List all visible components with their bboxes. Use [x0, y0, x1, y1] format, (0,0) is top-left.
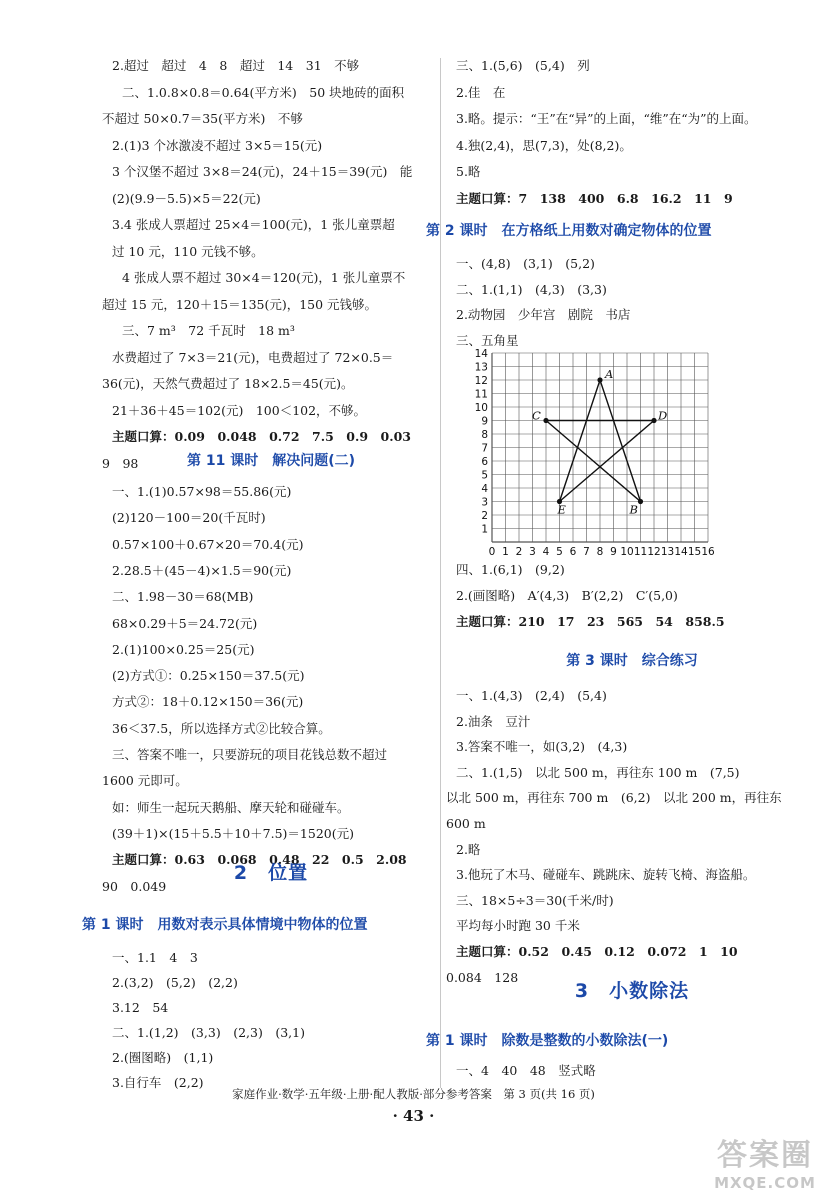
x-tick-label: 12	[647, 546, 661, 558]
x-tick-label: 10	[620, 546, 634, 558]
y-tick-label: 7	[481, 442, 488, 455]
answer-line: 一、1.1 4 3	[112, 950, 198, 965]
answer-line: 9 98	[102, 455, 139, 471]
lesson-heading-2-1: 第 1 课时 用数对表示具体情境中物体的位置	[82, 917, 368, 933]
y-tick-label: 6	[481, 456, 488, 468]
point-d	[651, 418, 656, 423]
answer-line: 主题口算：0.09 0.048 0.72 7.5 0.9 0.03	[112, 429, 411, 444]
answer-line: (2)120－100＝20(千瓦时)	[112, 510, 266, 526]
y-tick-label: 11	[474, 388, 488, 401]
watermark-main: 答案圈	[717, 1138, 813, 1173]
answer-line: 1600 元即可。	[102, 773, 188, 789]
point-label-b: B	[629, 502, 638, 517]
point-label-e: E	[557, 502, 566, 517]
point-label-c: C	[532, 408, 541, 423]
answer-line: 方式②：18＋0.12×150＝36(元)	[112, 694, 304, 710]
y-tick-label: 10	[474, 402, 488, 414]
answer-line: 3.他玩了木马、碰碰车、跳跳床、旋转飞椅、海盗船。	[456, 867, 756, 883]
x-tick-label: 15	[687, 546, 702, 558]
answer-line: 2.(圈图略) (1,1)	[112, 1050, 214, 1065]
footer-info: 家庭作业·数学·五年级·上册·配人教版·部分参考答案 第 3 页(共 16 页)	[232, 1087, 595, 1101]
answer-line: (39＋1)×(15＋5.5＋10＋7.5)＝1520(元)	[112, 825, 354, 841]
lesson-heading-2-2: 第 2 课时 在方格纸上用数对确定物体的位置	[426, 223, 712, 239]
answer-line: 三、答案不唯一，只要游玩的项目花钱总数不超过	[112, 747, 388, 762]
y-tick-label: 9	[481, 415, 488, 428]
answer-line: 3.答案不唯一，如(3,2) (4,3)	[456, 739, 628, 755]
y-tick-label: 13	[474, 361, 488, 374]
watermark-logo	[709, 1130, 821, 1192]
answer-line: 36＜37.5，所以选择方式②比较合算。	[112, 720, 331, 736]
answer-line: 90 0.049	[102, 878, 167, 894]
answer-line: 一、(4,8) (3,1) (5,2)	[456, 256, 595, 271]
chapter-heading-2: 2 位置	[233, 862, 309, 884]
answer-line: 2.(3,2) (5,2) (2,2)	[112, 975, 238, 990]
x-tick-label: 7	[583, 546, 590, 558]
answer-line: 2.(画图略) A′(4,3) B′(2,2) C′(5,0)	[456, 588, 678, 603]
y-tick-label: 1	[481, 523, 488, 536]
answer-line: 二、1.0.8×0.8＝0.64(平方米) 50 块地砖的面积	[122, 84, 405, 100]
y-tick-label: 2	[481, 510, 488, 522]
point-c	[543, 418, 548, 423]
x-tick-label: 5	[556, 546, 563, 558]
answer-line: 主题口算：210 17 23 565 54 858.5	[456, 614, 725, 629]
answer-line: 二、1.(1,5) 以北 500 m，再往东 100 m (7,5)	[456, 764, 740, 780]
answer-line: 3 个汉堡不超过 3×8＝24(元)，24＋15＝39(元) 能	[112, 164, 413, 179]
answer-line: 2.油条 豆汁	[456, 713, 531, 729]
answer-line: 600 m	[446, 816, 486, 831]
answer-line: 四、1.(6,1) (9,2)	[456, 562, 565, 577]
x-tick-label: 1	[502, 546, 509, 558]
x-tick-label: 6	[569, 546, 577, 558]
answer-line: 68×0.29＋5＝24.72(元)	[112, 615, 258, 631]
answer-line: 2.佳 在	[456, 84, 506, 100]
x-tick-label: 16	[701, 546, 715, 558]
answer-line: 4 张成人票不超过 30×4＝120(元)，1 张儿童票不	[122, 270, 406, 285]
watermark-sub: MXQE.COM	[714, 1174, 816, 1192]
answer-line: 一、4 40 48 竖式略	[456, 1063, 596, 1078]
answer-line: 一、1.(1)0.57×98＝55.86(元)	[112, 484, 292, 499]
answer-line: 三、1.(5,6) (5,4) 列	[456, 58, 590, 73]
answer-line: (2)方式①：0.25×150＝37.5(元)	[112, 668, 305, 684]
coordinate-grid-figure	[456, 346, 796, 561]
answer-line: 2.(1)3 个冰激凌不超过 3×5＝15(元)	[112, 137, 323, 153]
answer-line: 4.独(2,4)，思(7,3)，处(8,2)。	[456, 137, 632, 153]
answer-line: 主题口算：7 138 400 6.8 16.2 11 9	[456, 190, 733, 206]
point-label-a: A	[605, 367, 614, 381]
x-tick-label: 8	[596, 546, 604, 558]
y-tick-label: 3	[481, 496, 488, 509]
answer-line: 36(元)，天然气费超过了 18×2.5＝45(元)。	[102, 376, 354, 391]
answer-line: 二、1.(1,2) (3,3) (2,3) (3,1)	[112, 1025, 305, 1040]
answer-line: 3.4 张成人票超过 25×4＝100(元)，1 张儿童票超	[112, 217, 395, 232]
point-b	[638, 499, 643, 504]
lesson-heading-2-3: 第 3 课时 综合练习	[566, 653, 698, 669]
x-tick-label: 14	[674, 546, 688, 558]
answer-line: 过 10 元，110 元钱不够。	[112, 243, 264, 259]
answer-line: 超过 15 元，120＋15＝135(元)，150 元钱够。	[102, 296, 378, 312]
answer-line: 如：师生一起玩天鹅船、摩天轮和碰碰车。	[112, 799, 350, 815]
lesson-heading-11: 第 11 课时 解决问题(二)	[186, 453, 356, 469]
answer-line: (2)(9.9－5.5)×5＝22(元)	[112, 190, 261, 206]
answer-line: 三、7 m³ 72 千瓦时 18 m³	[122, 323, 295, 338]
answer-line: 水费超过了 7×3＝21(元)，电费超过了 72×0.5＝	[112, 349, 394, 365]
answer-line: 主题口算：0.63 0.068 0.48 22 0.5 2.08	[112, 852, 407, 868]
answer-line: 平均每小时跑 30 千米	[456, 918, 580, 934]
x-tick-label: 2	[515, 546, 523, 558]
answer-line: 2.(1)100×0.25＝25(元)	[112, 641, 255, 657]
x-tick-label: 11	[633, 546, 648, 558]
star-grid-svg	[456, 346, 796, 561]
chapter-heading-3: 3 小数除法	[574, 980, 690, 1002]
answer-line: 3.略。提示：“王”在“异”的上面，“维”在“为”的上面。	[456, 111, 757, 126]
column-divider	[440, 58, 441, 1088]
answer-line: 二、1.(1,1) (4,3) (3,3)	[456, 281, 607, 297]
y-tick-label: 14	[474, 348, 488, 360]
answer-line: 以北 500 m，再往东 700 m (6,2) 以北 200 m，再往东	[446, 790, 782, 806]
answer-line: 2.超过 超过 4 8 超过 14 31 不够	[112, 58, 360, 73]
point-label-d: D	[658, 408, 668, 423]
answer-line: 主题口算：0.52 0.45 0.12 0.072 1 10	[456, 944, 738, 959]
x-tick-label: 9	[610, 546, 617, 558]
y-tick-label: 4	[481, 483, 488, 495]
answer-line: 21＋36＋45＝102(元) 100＜102，不够。	[112, 402, 367, 418]
answer-line: 二、1.98－30＝68(MB)	[112, 589, 254, 605]
x-tick-label: 3	[529, 546, 536, 558]
answer-line: 2.动物园 少年宫 剧院 书店	[456, 307, 631, 322]
answer-line: 三、五角星	[456, 332, 519, 348]
x-tick-label: 4	[542, 546, 550, 558]
answer-line: 2.28.5＋(45－4)×1.5＝90(元)	[112, 562, 292, 578]
answer-line: 3.自行车 (2,2)	[112, 1075, 204, 1090]
y-tick-label: 5	[481, 469, 488, 482]
y-tick-label: 12	[474, 375, 488, 387]
answer-line: 三、18×5÷3＝30(千米/时)	[456, 892, 614, 908]
lesson-heading-3-1: 第 1 课时 除数是整数的小数除法(一)	[426, 1033, 669, 1049]
answer-line: 不超过 50×0.7＝35(平方米) 不够	[102, 111, 303, 126]
y-tick-label: 8	[481, 429, 488, 441]
answer-line: 一、1.(4,3) (2,4) (5,4)	[456, 688, 607, 703]
answer-line: 3.12 54	[112, 1000, 169, 1015]
answer-line: 0.084 128	[446, 969, 519, 985]
point-a	[597, 377, 602, 382]
answer-line: 0.57×100＋0.67×20＝70.4(元)	[112, 536, 304, 552]
x-tick-label: 0	[488, 546, 496, 558]
answer-line: 5.略	[456, 164, 481, 179]
answer-line: 2.略	[456, 841, 481, 857]
page-number: · 43 ·	[392, 1107, 435, 1125]
x-tick-label: 13	[660, 546, 675, 558]
